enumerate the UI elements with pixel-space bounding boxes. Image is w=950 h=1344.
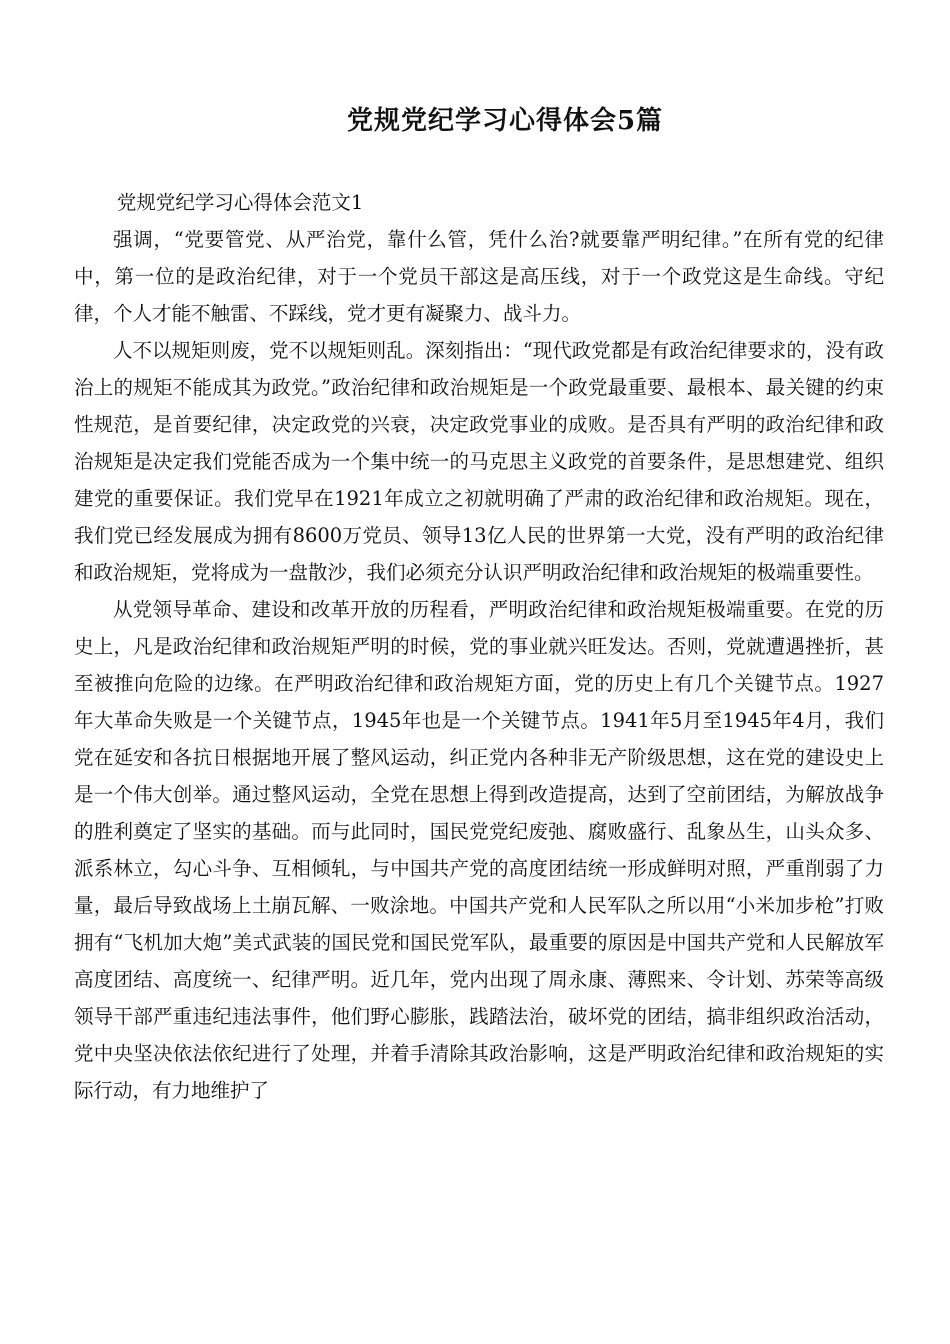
paragraph-1: 强调，“党要管党、从严治党，靠什么管，凭什么治?就要靠严明纪律。”在所有党的纪律中，第一位的是政治纪律，对于一个党员干部这是高压线，对于一个政党这是生命线。守纪律，个人才能不触雷、不踩线，党才更有凝聚力、战斗力。 xyxy=(74,228,884,325)
paragraph-2: 人不以规矩则废，党不以规矩则乱。深刻指出：“现代政党都是有政治纪律要求的，没有政治上的规矩不能成其为政党。”政治纪律和政治规矩是一个政党最重要、最根本、最关键的约束性规范，是首要纪律，决定政党的兴衰，决定政党事业的成败。是否具有严明的政治纪律和政治规矩是决定我们党能否成为一个集中统一的马克思主义政党的首要条件，是思想建党、组织建党的重要保证。我们党早在1921年成立之初就明确了严肃的政治纪律和政治规矩。现在，我们党已经发展成为拥有8600万党员、领导13亿人民的世界第一大党，没有严明的政治纪律和政治规矩，党将成为一盘散沙，我们必须充分认识严明政治纪律和政治规矩的极端重要性。 xyxy=(74,339,884,584)
section-heading: 党规党纪学习心得体会范文1 xyxy=(116,191,364,214)
document-title: 党规党纪学习心得体会5篇 xyxy=(346,106,664,136)
document-body xyxy=(74,184,884,1109)
paragraph-3: 从党领导革命、建设和改革开放的历程看，严明政治纪律和政治规矩极端重要。在党的历史上，凡是政治纪律和政治规矩严明的时候，党的事业就兴旺发达。否则，党就遭遇挫折，甚至被推向危险的边缘。在严明政治纪律和政治规矩方面，党的历史上有几个关键节点。1927年大革命失败是一个关键节点，1945年也是一个关键节点。1941年5月至1945年4月，我们党在延安和各抗日根据地开展了整风运动，纠正党内各种非无产阶级思想，这在党的建设史上是一个伟大创举。通过整风运动，全党在思想上得到改造提高，达到了空前团结，为解放战争的胜利奠定了坚实的基础。而与此同时，国民党党纪废弛、腐败盛行、乱象丛生，山头众多、派系林立，勾心斗争、互相倾轧，与中国共产党的高度团结统一形成鲜明对照，严重削弱了力量，最后导致战场上土崩瓦解、一败涂地。中国共产党和人民军队之所以用“小米加步枪”打败拥有“飞机加大炮”美式武装的国民党和国民党军队，最重要的原因是中国共产党和人民解放军高度团结、高度统一、纪律严明。近几年，党内出现了周永康、薄熙来、令计划、苏荣等高级领导干部严重违纪违法事件，他们野心膨胀，践踏法治，破坏党的团结，搞非组织政治活动，党中央坚决依法依纪进行了处理，并着手清除其政治影响，这是严明政治纪律和政治规矩的实际行动，有力地维护了 xyxy=(74,598,884,1102)
